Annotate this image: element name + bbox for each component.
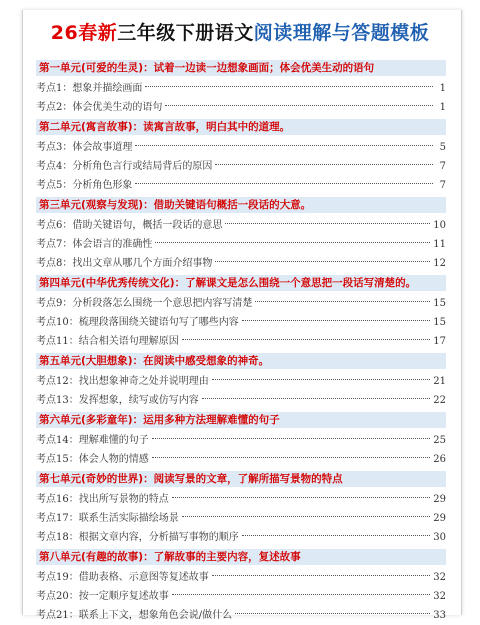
entry-label: 考点11：结合相关语句理解原因: [36, 336, 179, 347]
title-part-blue: 阅读理解与答题模板: [253, 22, 430, 44]
toc-entry[interactable]: [36, 79, 446, 98]
unit-header: 第三单元(观察与发现)：借助关键语句概括一段话的大意。: [36, 197, 446, 213]
dot-leader: [172, 497, 431, 498]
toc-entry[interactable]: [36, 313, 446, 332]
entry-label: 考点3：体会故事道理: [36, 142, 133, 153]
page-number: 10: [433, 220, 446, 231]
page-number: 17: [433, 336, 446, 347]
page-number: 30: [433, 532, 446, 543]
entry-label: 考点8：找出文章从哪几个方面介绍事物: [36, 258, 213, 269]
dot-leader: [165, 105, 433, 106]
toc-entry[interactable]: [36, 568, 446, 587]
toc-entry[interactable]: [36, 294, 446, 313]
page-number: 22: [433, 395, 446, 406]
page-number: 7: [439, 180, 446, 191]
toc-entry[interactable]: [36, 254, 446, 273]
unit-header: 第六单元(多彩童年)：运用多种方法理解难懂的句子: [36, 412, 446, 428]
dot-leader: [135, 145, 433, 146]
toc-entry[interactable]: [36, 431, 446, 450]
entry-label: 考点12：找出想象神奇之处并说明理由: [36, 376, 209, 387]
unit-header: 第八单元(有趣的故事)：了解故事的主要内容，复述故事: [36, 549, 446, 565]
dot-leader: [212, 575, 431, 576]
toc-entry[interactable]: [36, 332, 446, 351]
entry-label: 考点17：联系生活实际描绘场景: [36, 513, 179, 524]
entry-label: 考点21：联系上下文，想象角色会说/做什么: [36, 610, 233, 621]
dot-leader: [135, 183, 433, 184]
page-number: 21: [433, 376, 446, 387]
document-title: [0, 18, 480, 45]
toc-entry[interactable]: [36, 450, 446, 469]
entry-label: 考点2：体会优美生动的语句: [36, 102, 163, 113]
entry-label: 考点6：借助关键语句，概括一段话的意思: [36, 220, 223, 231]
page-number: 5: [439, 142, 446, 153]
dot-leader: [225, 223, 430, 224]
dot-leader: [255, 301, 430, 302]
unit-header: 第七单元(奇妙的世界)：阅读写景的文章，了解所描写景物的特点: [36, 471, 446, 487]
entry-label: 考点14：理解难懂的句子: [36, 435, 149, 446]
page-number: 7: [439, 161, 446, 172]
entry-label: 考点13：发挥想象，续写或仿写内容: [36, 395, 199, 406]
entry-label: 考点5：分析角色形象: [36, 180, 133, 191]
page-number: 1: [439, 83, 446, 94]
dot-leader: [235, 613, 430, 614]
entry-label: 考点10：梳理段落围绕关键语句写了哪些内容: [36, 317, 239, 328]
toc-entry[interactable]: [36, 490, 446, 509]
entry-label: 考点15：体会人物的情感: [36, 454, 149, 465]
toc-entry[interactable]: [36, 216, 446, 235]
page-number: 33: [433, 610, 446, 621]
title-part-black: 三年级下册语文: [117, 22, 254, 44]
toc-entry[interactable]: [36, 587, 446, 606]
toc-entry[interactable]: [36, 235, 446, 254]
page-number: 15: [433, 298, 446, 309]
unit-header: 第一单元(可爱的生灵)：试着一边读一边想象画面；体会优美生动的语句: [36, 60, 446, 76]
dot-leader: [172, 594, 431, 595]
page-number: 29: [433, 494, 446, 505]
table-of-contents: [36, 58, 446, 625]
dot-leader: [212, 379, 431, 380]
dot-leader: [215, 261, 430, 262]
entry-label: 考点9：分析段落怎么围绕一个意思把内容写清楚: [36, 298, 253, 309]
page-number: 26: [433, 454, 446, 465]
dot-leader: [152, 438, 431, 439]
unit-header: 第五单元(大胆想象)：在阅读中感受想象的神奇。: [36, 353, 446, 369]
toc-entry[interactable]: [36, 138, 446, 157]
toc-entry[interactable]: [36, 509, 446, 528]
page-number: 1: [439, 102, 446, 113]
dot-leader: [145, 86, 433, 87]
dot-leader: [152, 457, 431, 458]
title-part-red: 26春新: [50, 22, 118, 44]
toc-entry[interactable]: [36, 391, 446, 410]
page-number: 32: [433, 591, 446, 602]
dot-leader: [242, 320, 431, 321]
entry-label: 考点7：体会语言的准确性: [36, 239, 153, 250]
page-number: 29: [433, 513, 446, 524]
page-number: 25: [433, 435, 446, 446]
dot-leader: [242, 535, 431, 536]
toc-entry[interactable]: [36, 606, 446, 625]
dot-leader: [215, 164, 433, 165]
toc-entry[interactable]: [36, 157, 446, 176]
page-number: 12: [433, 258, 446, 269]
toc-entry[interactable]: [36, 98, 446, 117]
entry-label: 考点1：想象并描绘画面: [36, 83, 143, 94]
dot-leader: [202, 398, 431, 399]
toc-entry[interactable]: [36, 372, 446, 391]
dot-leader: [182, 516, 431, 517]
entry-label: 考点20：按一定顺序复述故事: [36, 591, 169, 602]
unit-header: 第二单元(寓言故事)：读寓言故事，明白其中的道理。: [36, 119, 446, 135]
dot-leader: [182, 339, 431, 340]
entry-label: 考点16：找出所写景物的特点: [36, 494, 169, 505]
toc-entry[interactable]: [36, 528, 446, 547]
page-number: 11: [433, 239, 446, 250]
toc-entry[interactable]: [36, 176, 446, 195]
page-number: 32: [433, 572, 446, 583]
entry-label: 考点19：借助表格、示意图等复述故事: [36, 572, 209, 583]
unit-header: 第四单元(中华优秀传统文化)：了解课文是怎么围绕一个意思把一段话写清楚的。: [36, 275, 446, 291]
dot-leader: [155, 242, 430, 243]
entry-label: 考点4：分析角色言行或结局背后的原因: [36, 161, 213, 172]
entry-label: 考点18：根据文章内容，分析描写事物的顺序: [36, 532, 239, 543]
page-number: 15: [433, 317, 446, 328]
